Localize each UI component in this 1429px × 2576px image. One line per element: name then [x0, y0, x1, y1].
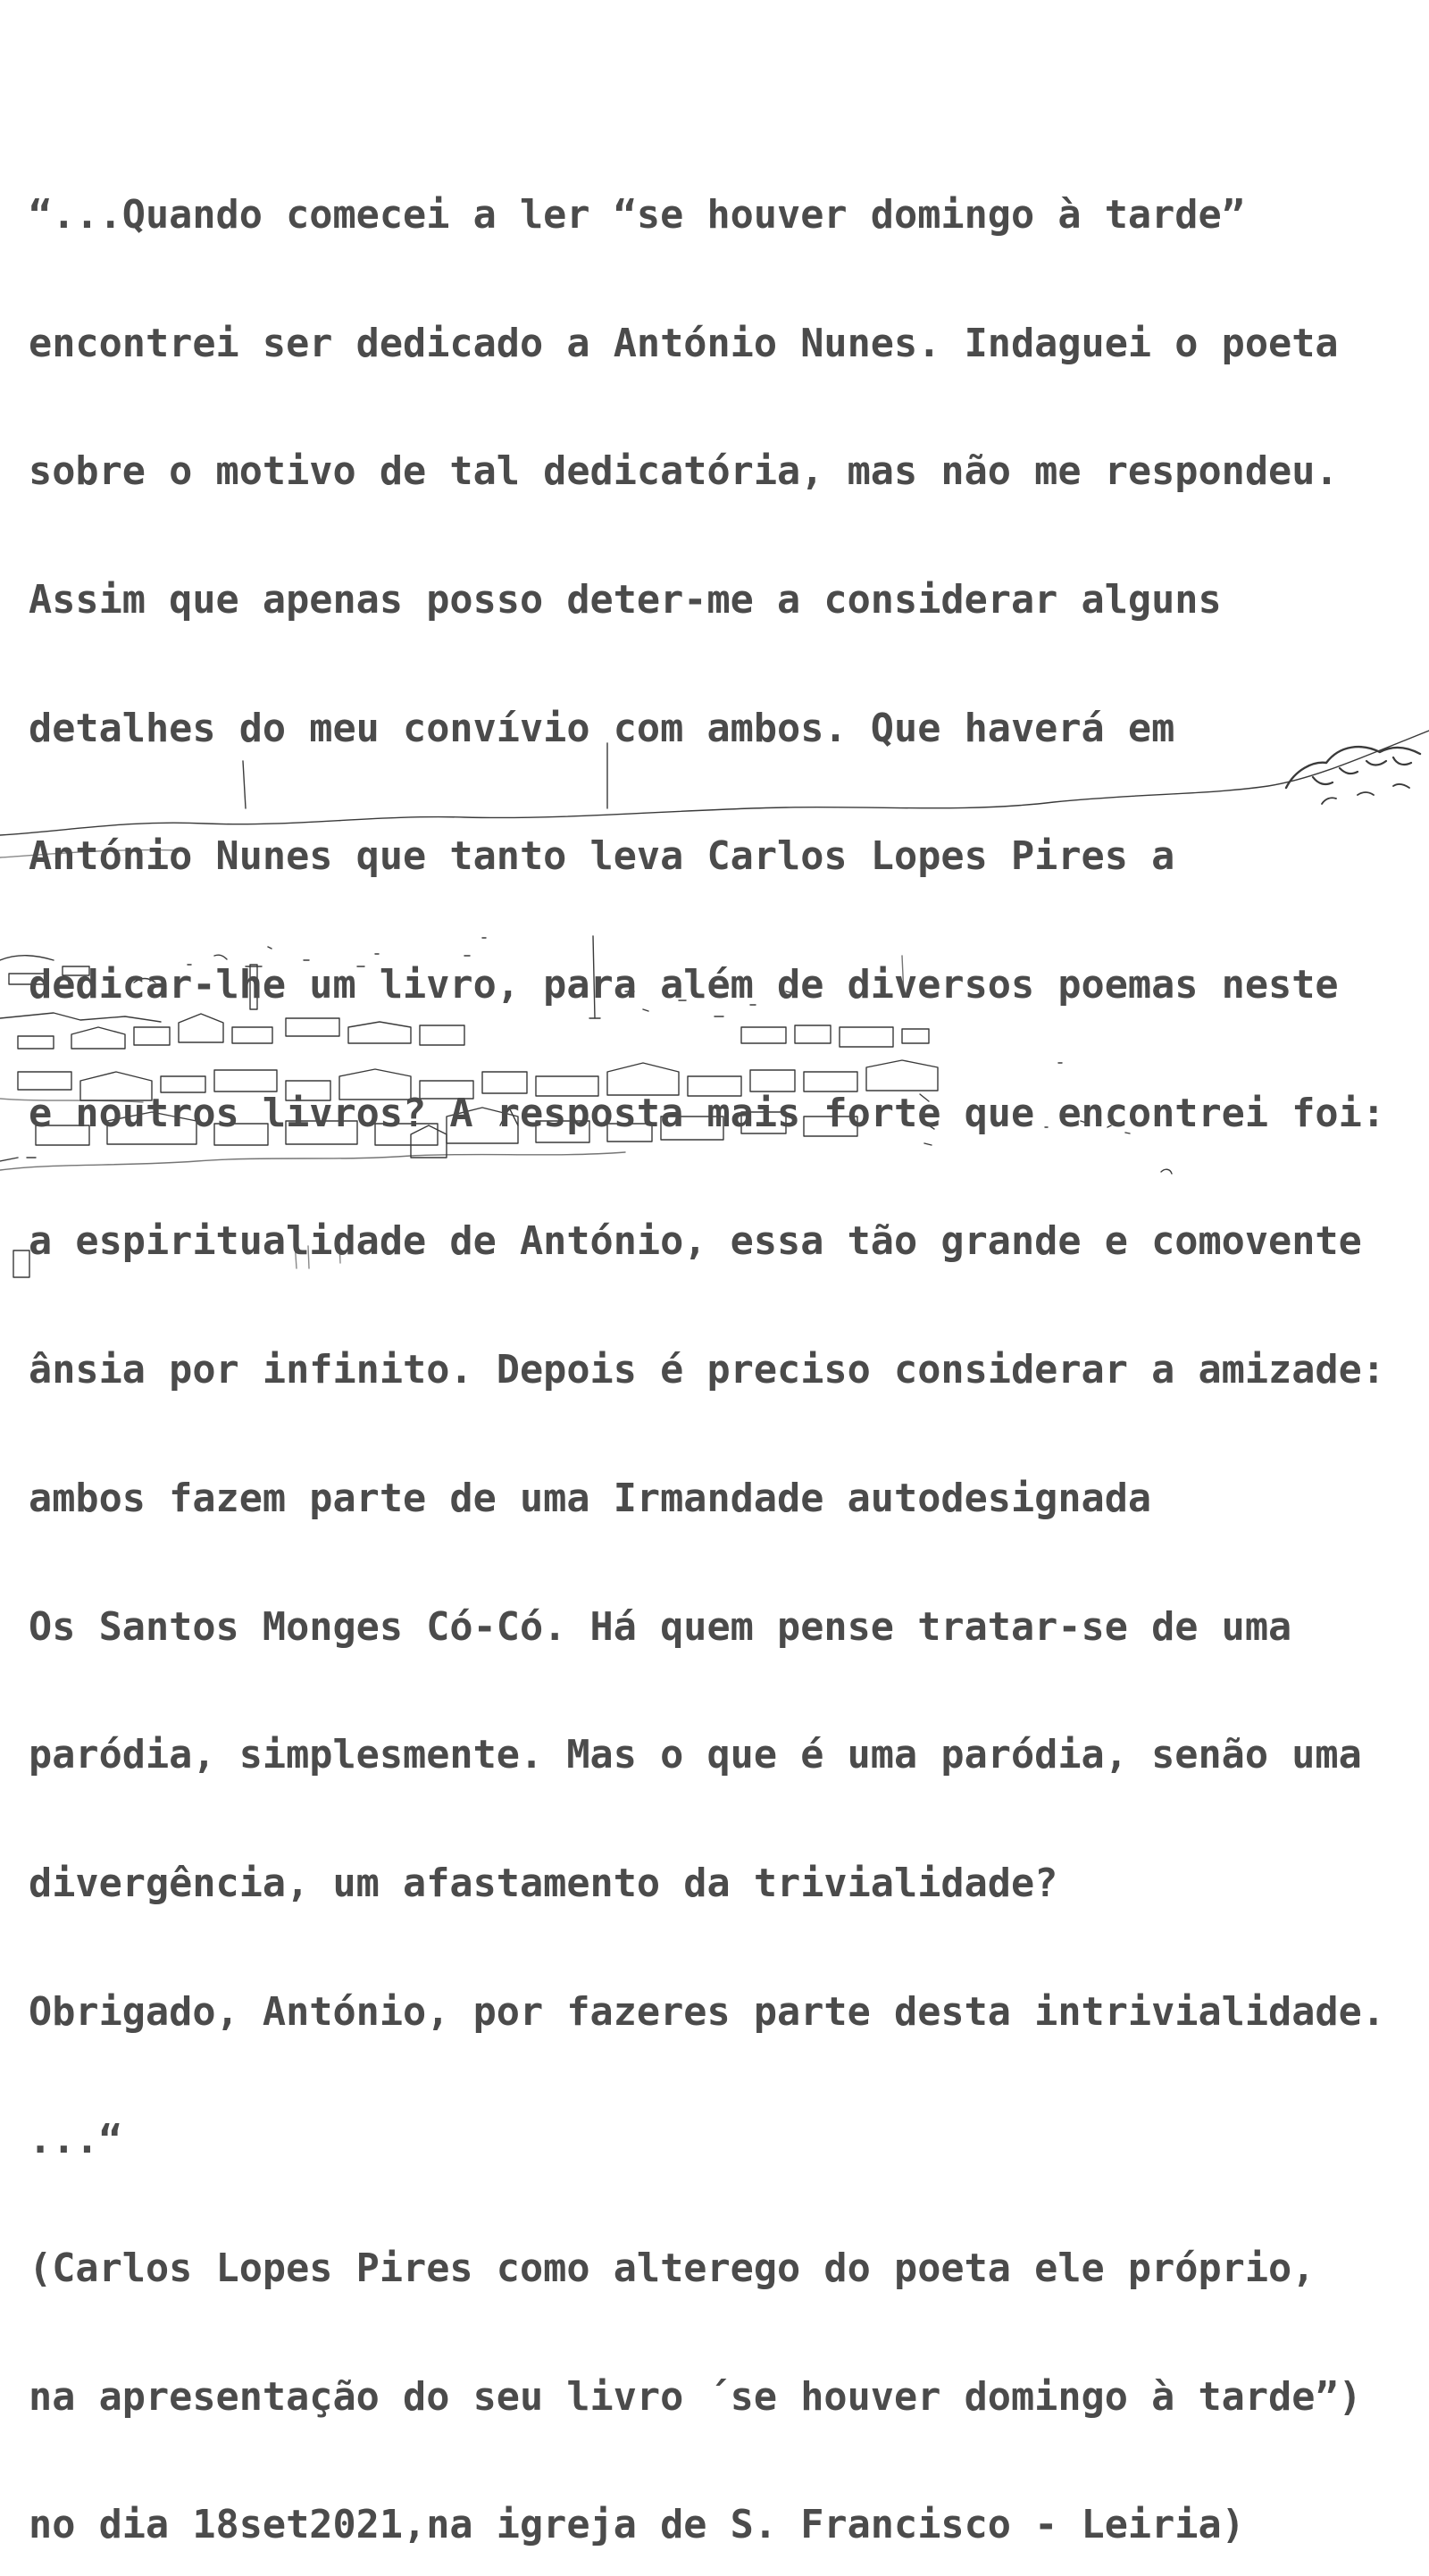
- quote-text: [29, 109, 1422, 2576]
- quote-closing: ...“: [29, 2118, 122, 2163]
- quote-line: encontrei ser dedicado a António Nunes. Indaguei o poeta: [29, 321, 1339, 366]
- quote-line: divergência, um afastamento da trivialidade?: [29, 1861, 1058, 1906]
- quote-line: Obrigado, António, por fazeres parte desta intrivialidade.: [29, 1989, 1385, 2035]
- attribution-line: (Carlos Lopes Pires como alterego do poeta ele próprio,: [29, 2246, 1316, 2292]
- quote-line: detalhes do meu convívio com ambos. Que haverá em: [29, 706, 1175, 751]
- quote-line: “...Quando comecei a ler “se houver domingo à tarde”: [29, 192, 1245, 238]
- quote-line: António Nunes que tanto leva Carlos Lopes Pires a: [29, 834, 1175, 880]
- attribution-line: no dia 18set2021,na igreja de S. Francisco - Leiria): [29, 2503, 1245, 2548]
- quote-line: ambos fazem parte de uma Irmandade autodesignada: [29, 1476, 1152, 1521]
- attribution-line: na apresentação do seu livro ´se houver domingo à tarde”): [29, 2374, 1362, 2420]
- quote-line: dedicar-lhe um livro, para além de diversos poemas neste: [29, 963, 1339, 1008]
- quote-line: Assim que apenas posso deter-me a considerar alguns: [29, 577, 1222, 623]
- quote-line: a espiritualidade de António, essa tão grande e comovente: [29, 1219, 1362, 1265]
- quote-line: sobre o motivo de tal dedicatória, mas não me respondeu.: [29, 449, 1339, 495]
- quote-line: paródia, simplesmente. Mas o que é uma paródia, senão uma: [29, 1733, 1362, 1778]
- quote-line: Os Santos Monges Có-Có. Há quem pense tratar-se de uma: [29, 1604, 1292, 1650]
- quote-line: e noutros livros? A resposta mais forte que encontrei foi:: [29, 1091, 1385, 1136]
- quote-line: ânsia por infinito. Depois é preciso considerar a amizade:: [29, 1348, 1385, 1393]
